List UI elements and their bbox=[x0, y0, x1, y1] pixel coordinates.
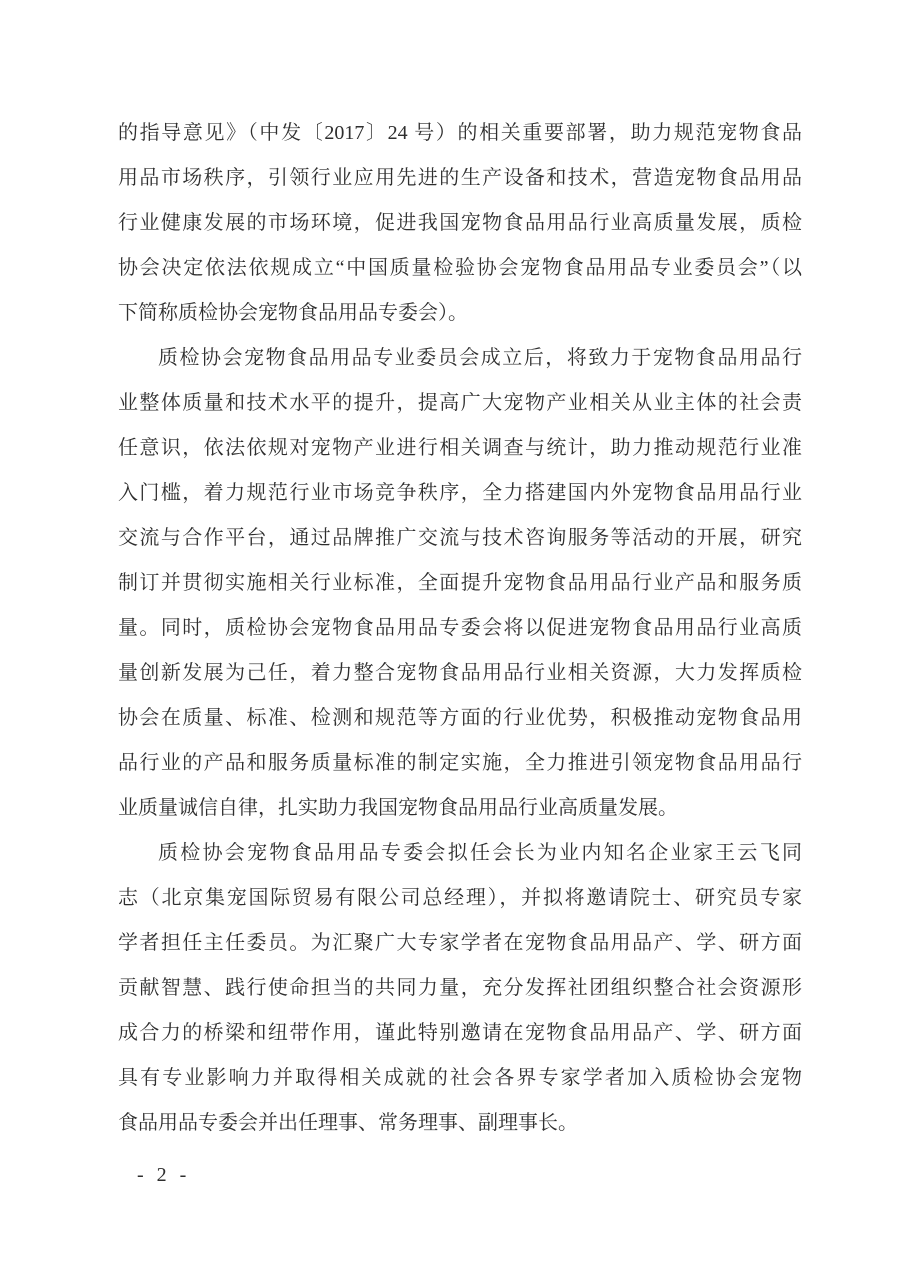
text-line: 量。同时，质检协会宠物食品用品专委会将以促进宠物食品用品行业高质 bbox=[118, 617, 802, 639]
text-line: 任意识，依法依规对宠物产业进行相关调查与统计，助力推动规范行业准 bbox=[118, 437, 802, 459]
text-line: 量创新发展为己任，着力整合宠物食品用品行业相关资源，大力发挥质检 bbox=[118, 662, 802, 684]
text-line: 下简称质检协会宠物食品用品专委会）。 bbox=[118, 302, 468, 324]
text-line: 具有专业影响力并取得相关成就的社会各界专家学者加入质检协会宠物 bbox=[118, 1067, 802, 1089]
text-line: 协会决定依法依规成立“中国质量检验协会宠物食品用品专业委员会”（以 bbox=[118, 257, 802, 279]
text-line: 用品市场秩序，引领行业应用先进的生产设备和技术，营造宠物食品用品 bbox=[118, 167, 802, 189]
text-line: 品行业的产品和服务质量标准的制定实施，全力推进引领宠物食品用品行 bbox=[118, 752, 802, 774]
text-line: 食品用品专委会并出任理事、常务理事、副理事长。 bbox=[118, 1112, 578, 1134]
text-line: 学者担任主任委员。为汇聚广大专家学者在宠物食品用品产、学、研方面 bbox=[118, 932, 802, 954]
page-number: - 2 - bbox=[137, 1164, 191, 1186]
text-line: 业质量诚信自律，扎实助力我国宠物食品用品行业高质量发展。 bbox=[118, 797, 678, 819]
text-line: 入门槛，着力规范行业市场竞争秩序，全力搭建国内外宠物食品用品行业 bbox=[118, 482, 802, 504]
text-line: 质检协会宠物食品用品专委会拟任会长为业内知名企业家王云飞同 bbox=[158, 842, 802, 864]
text-line: 协会在质量、标准、检测和规范等方面的行业优势，积极推动宠物食品用 bbox=[118, 707, 802, 729]
text-line: 制订并贯彻实施相关行业标准，全面提升宠物食品用品行业产品和服务质 bbox=[118, 572, 802, 594]
text-line: 交流与合作平台，通过品牌推广交流与技术咨询服务等活动的开展，研究 bbox=[118, 527, 802, 549]
text-line: 业整体质量和技术水平的提升，提高广大宠物产业相关从业主体的社会责 bbox=[118, 392, 802, 414]
text-line: 的指导意见》（中发〔2017〕24 号）的相关重要部署，助力规范宠物食品 bbox=[118, 122, 802, 144]
text-line: 质检协会宠物食品用品专业委员会成立后，将致力于宠物食品用品行 bbox=[158, 347, 802, 369]
text-line: 成合力的桥梁和纽带作用，谨此特别邀请在宠物食品用品产、学、研方面 bbox=[118, 1022, 802, 1044]
document-body bbox=[118, 111, 802, 1146]
text-line: 行业健康发展的市场环境，促进我国宠物食品用品行业高质量发展，质检 bbox=[118, 212, 802, 234]
text-line: 贡献智慧、践行使命担当的共同力量，充分发挥社团组织整合社会资源形 bbox=[118, 977, 802, 999]
text-line: 志（北京集宠国际贸易有限公司总经理），并拟将邀请院士、研究员专家 bbox=[118, 887, 802, 909]
